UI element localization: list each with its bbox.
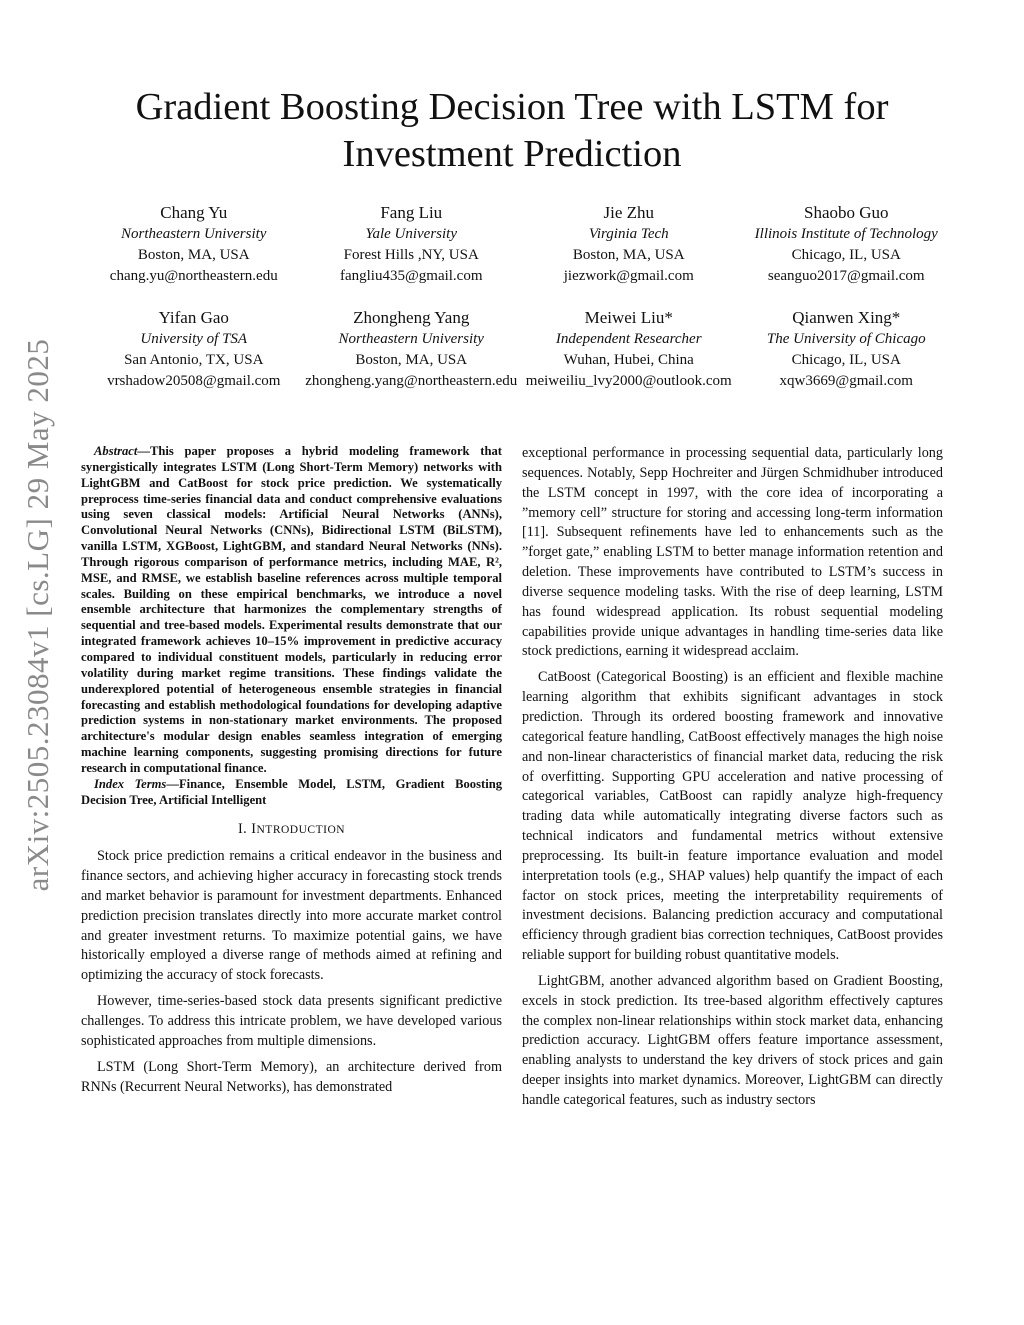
section-first-letter: I bbox=[251, 821, 257, 838]
body-paragraph: LightGBM, another advanced algorithm based on Gradient Boosting, excels in stock prediction. Its tree-based algorithm effectively captures the complex non-linear relationships within stock market data, enhancing prediction accuracy. LightGBM offers feature importance assessment, enabling analysts to understand the key drivers of stock prices and gain deeper insights into market dynamics. Moreover, LightGBM can directly handle categorical features, such as industry sectors bbox=[522, 972, 943, 1108]
author-affiliation: Illinois Institute of Technology bbox=[754, 226, 938, 242]
author-email: chang.yu@northeastern.edu bbox=[109, 268, 278, 284]
author-name: Chang Yu bbox=[160, 203, 228, 222]
author-location: Chicago, IL, USA bbox=[791, 247, 901, 263]
title-line-1: Gradient Boosting Decision Tree with LSTM for bbox=[135, 86, 889, 128]
author-affiliation: Northeastern University bbox=[338, 331, 484, 347]
index-terms bbox=[81, 777, 502, 809]
body-paragraph: Stock price prediction remains a critical endeavor in the business and finance sectors, and achieving higher accuracy in forecasting stock trends and market behavior is paramount for investment departments. Enhanced prediction precision translates directly into more accurate market control and greater investment returns. To maximize potential gains, we have historically employed a diverse range of methods aimed at refining and optimizing the accuracy of stock forecasts. bbox=[81, 848, 502, 984]
abstract bbox=[81, 444, 502, 777]
author-affiliation: Yale University bbox=[365, 226, 458, 242]
author-block bbox=[520, 202, 738, 287]
author-name: Zhongheng Yang bbox=[353, 308, 470, 327]
author-affiliation: Northeastern University bbox=[121, 226, 267, 242]
author-email: fangliu435@gmail.com bbox=[339, 268, 483, 284]
index-terms-text: —Finance, Ensemble Model, LSTM, Gradient Boosting Decision Tree, Artificial Intelligent bbox=[81, 776, 502, 807]
paper-title bbox=[60, 84, 964, 178]
author-location: Boston, MA, USA bbox=[355, 352, 468, 368]
author-email: jiezwork@gmail.com bbox=[563, 268, 694, 284]
author-email: meiweiliu_lvy2000@outlook.com bbox=[525, 373, 732, 389]
author-email: xqw3669@gmail.com bbox=[779, 373, 913, 389]
author-affiliation: Virginia Tech bbox=[588, 226, 669, 242]
author-location: Chicago, IL, USA bbox=[791, 352, 901, 368]
author-name: Jie Zhu bbox=[603, 203, 655, 222]
author-email: seanguo2017@gmail.com bbox=[767, 268, 925, 284]
author-name: Qianwen Xing* bbox=[792, 308, 901, 327]
body-paragraph: However, time-series-based stock data presents significant predictive challenges. To address this intricate problem, we have developed various sophisticated approaches from multiple dimensions. bbox=[81, 993, 502, 1049]
author-affiliation: The University of Chicago bbox=[766, 331, 926, 347]
author-block bbox=[738, 202, 956, 287]
author-block bbox=[85, 202, 303, 287]
author-row-2 bbox=[85, 307, 955, 392]
author-name: Shaobo Guo bbox=[803, 203, 889, 222]
author-location: Forest Hills ,NY, USA bbox=[343, 247, 479, 263]
author-location: Boston, MA, USA bbox=[137, 247, 250, 263]
author-name: Meiwei Liu* bbox=[584, 308, 673, 327]
author-location: Boston, MA, USA bbox=[572, 247, 685, 263]
author-row-1 bbox=[85, 202, 955, 287]
author-affiliation: Independent Researcher bbox=[555, 331, 702, 347]
title-line-2: Investment Prediction bbox=[342, 133, 682, 175]
right-column bbox=[522, 444, 943, 1117]
author-email: zhongheng.yang@northeastern.edu bbox=[305, 373, 518, 389]
index-terms-lead: Index Terms bbox=[94, 776, 167, 791]
author-affiliation: University of TSA bbox=[140, 331, 248, 347]
author-block bbox=[85, 307, 303, 392]
author-name: Fang Liu bbox=[380, 203, 443, 222]
section-title-rest: NTRODUCTION bbox=[256, 824, 346, 837]
author-block bbox=[303, 202, 521, 287]
arxiv-sidebar bbox=[8, 0, 68, 1325]
author-location: Wuhan, Hubei, China bbox=[563, 352, 694, 368]
body-paragraph: exceptional performance in processing sequential data, particularly long sequences. Notably, Sepp Hochreiter and Jürgen Schmidhuber introduced the LSTM concept in 1997, with the core idea of incorporating a ”memory cell” structure for storing and accessing long-term information [11]. Subsequent refinements have led to enhancements such as the ”forget gate,” enabling LSTM to better manage information retention and deletion. These improvements have contributed to LSTM’s success in diverse sequence modeling tasks. With the rise of deep learning, LSTM has found widespread application. Its robust sequential modeling capabilities provide unique advantages in handling time-series data like stock predictions, earning it widespread acclaim. bbox=[522, 445, 943, 660]
author-location: San Antonio, TX, USA bbox=[124, 352, 264, 368]
author-block bbox=[738, 307, 956, 392]
body-paragraph: LSTM (Long Short-Term Memory), an architecture derived from RNNs (Recurrent Neural Networks), has demonstrated bbox=[81, 1058, 502, 1095]
author-email: vrshadow20508@gmail.com bbox=[107, 373, 281, 389]
arxiv-identifier: arXiv:2505.23084v1 [cs.LG] 29 May 2025 bbox=[20, 338, 55, 892]
author-name: Yifan Gao bbox=[158, 308, 229, 327]
author-block bbox=[303, 307, 521, 392]
section-heading-introduction bbox=[81, 820, 502, 841]
abstract-text: —This paper proposes a hybrid modeling framework that synergistically integrates LSTM (Long Short-Term Memory) networks with LightGBM and CatBoost for stock price prediction. We systematically preprocess time-series financial data and conduct comprehensive evaluations using seven classical models: Artificial Neural Networks (ANNs), Convolutional Neural Networks (CNNs), Bidirectional LSTM (BiLSTM), vanilla LSTM, XGBoost, LightGBM, and standard Neural Networks (NNs). Through rigorous comparison of performance metrics, including MAE, R², MSE, and RMSE, we establish baseline references across multiple temporal scales. Building on these empirical benchmarks, we introduce a novel ensemble architecture that harmonizes the complementary strengths of sequential and tree-based models. Experimental results demonstrate that our integrated framework achieves 10–15% improvement in predictive accuracy compared to individual constituent models, particularly in reducing error volatility during market regime transitions. These findings validate the underexplored potential of heterogeneous ensemble strategies in financial forecasting and establish methodological foundations for developing adaptive prediction systems in non-stationary market environments. The proposed architecture's modular design enables seamless integration of emerging machine learning components, suggesting promising directions for future research in computational finance. bbox=[81, 444, 502, 775]
left-column bbox=[81, 444, 502, 1103]
section-numeral: I. bbox=[237, 821, 252, 838]
author-block bbox=[520, 307, 738, 392]
abstract-lead: Abstract bbox=[94, 444, 138, 458]
body-paragraph: CatBoost (Categorical Boosting) is an efficient and flexible machine learning algorithm that exhibits significant advantages in stock prediction. Through its ordered boosting framework and innovative categorical feature handling, CatBoost effectively manages the high noise and non-linear characteristics of financial market data, reducing the risk of overfitting. Supporting GPU acceleration and native processing of categorical variables, CatBoost can rapidly analyze high-frequency trading data while automatically integrating diverse factors such as technical indicators and fundamental metrics without extensive preprocessing. Its built-in feature importance evaluation and model interpretation tools (e.g., SHAP values) help quantify the impact of each factor on stock prices, meeting the interpretability requirements of investment decisions. Balancing prediction accuracy and computational efficiency through gradient bias correction techniques, CatBoost provides reliable support for building robust quantitative models. bbox=[522, 669, 943, 964]
